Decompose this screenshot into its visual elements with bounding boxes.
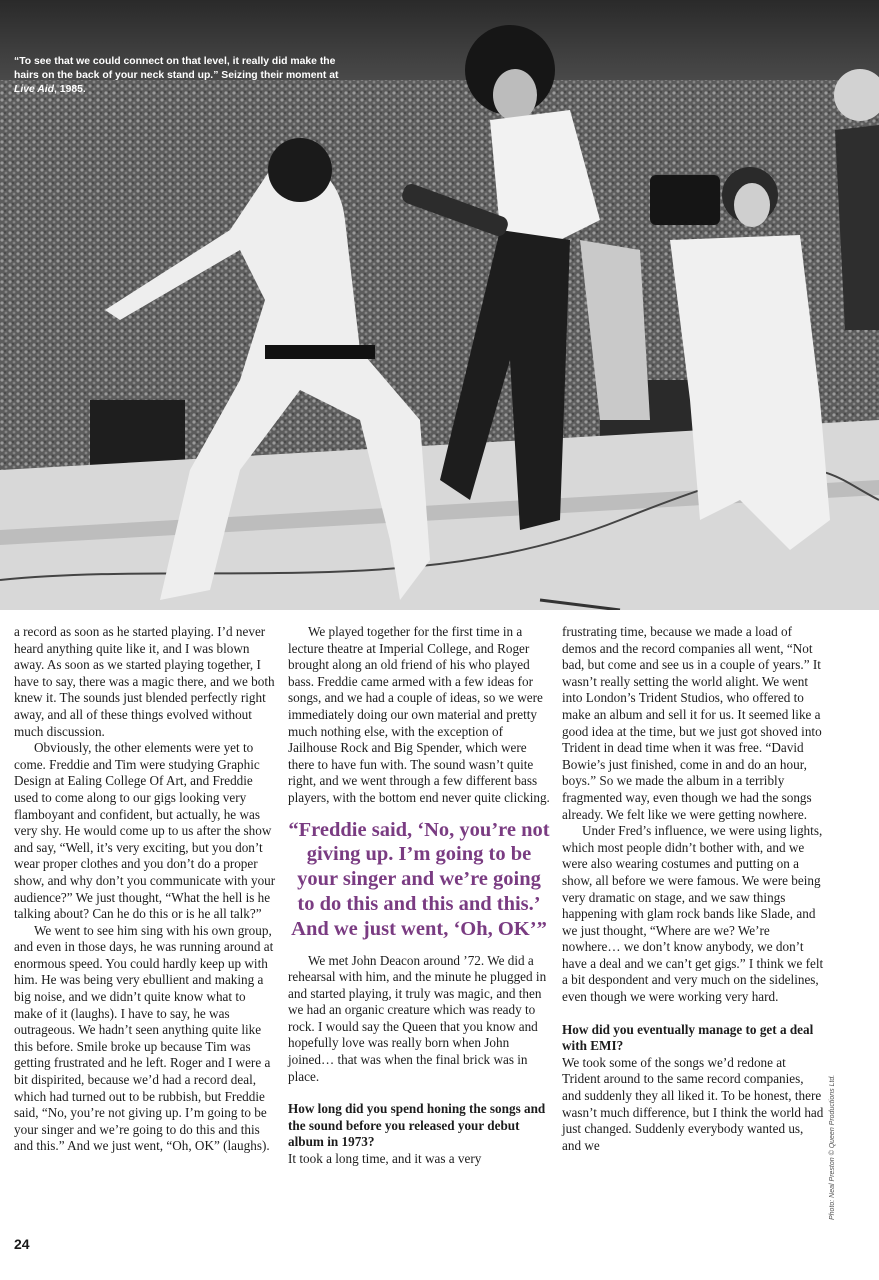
caption-year: , 1985.	[54, 84, 86, 95]
photo-caption	[14, 55, 344, 97]
pull-quote: “Freddie said, ‘No, you’re not giving up. I’m going to be your singer and we’re going to do this and this and this.’ And we just went, ‘Oh, OK’”	[288, 818, 550, 940]
body-paragraph: a record as soon as he started playing. I’d never heard anything quite like it, and I was blown away. As soon as we started playing together, I have to say, there was a magic there, and we both knew it. The sounds just blended perfectly right away, and all of these things evolved without much discussion.	[14, 624, 275, 739]
interview-question: How did you eventually manage to get a deal with EMI?	[562, 1021, 814, 1054]
article-column-3	[562, 624, 824, 1154]
page-number: 24	[14, 1236, 30, 1252]
body-paragraph: Obviously, the other elements were yet to come. Freddie and Tim were studying Graphic Design at Ealing College Of Art, and Freddie used to come along to our gigs looking very flamboyant and confident, but actually, he was very shy. He would come up to us after the show and say, “Well, it’s very exciting, but you don’t wear proper clothes and you don’t do a proper show, and why don’t you communicate with your audience?” We just thought, “What the hell is he talking about? Can he do this or is he all talk?”	[14, 740, 276, 922]
hero-photo	[0, 0, 879, 610]
body-paragraph: It took a long time, and it was a very	[288, 1151, 482, 1167]
body-paragraph: frustrating time, because we made a load of demos and the record companies all went, “Not bad, but come and see us in a couple of years.” It wasn’t really setting the world alight. We went into London’s Trident Studios, who offered to make an album and sell it for us. It seemed like a good idea at the time, but we just got shoved into Trident in dead time when it was free. “David Bowie’s just finished, come in and do an hour, boys.” So we made the album in a terribly fragmented way, even though we had the songs already. We felt like we were getting nowhere.	[562, 624, 822, 822]
caption-event: Live Aid	[14, 84, 55, 95]
body-paragraph: We went to see him sing with his own group, and even in those days, he was running around at enormous speed. You could hardly keep up with him. He was being very ebullient and making a big noise, and we didn’t quite know what to make of it (laughs). I have to say, he was outrageous. We hadn’t seen anything quite like this before. Smile broke up because Tim was getting frustrated and he left. Roger and I were a bit dispirited, because we’d had a record deal, which had turned out to be rubbish, but Freddie said, “No, you’re not giving up. I’m going to be your singer and we’re going to do this and this and this.” And we just went, “Oh, OK” (laughs).	[14, 922, 274, 1154]
photo-credit: Photo: Neal Preston © Queen Productions Ltd.	[829, 1074, 836, 1220]
interview-question: How long did you spend honing the songs and the sound before you released your debut album in 1973?	[288, 1101, 546, 1150]
body-paragraph: We took some of the songs we’d redone at Trident around to the same record companies, and suddenly they all liked it. To be honest, there wasn’t much difference, but I think the world had just changed. Suddenly everybody wanted us, and we	[562, 1054, 824, 1153]
article-column-2	[288, 624, 550, 1168]
caption-lead: Seizing their moment at	[221, 70, 339, 81]
body-paragraph: Under Fred’s influence, we were using lights, which most people didn’t bother with, and we were also wearing costumes and putting on a show, all before we were famous. We were being very dramatic on stage, and we saw things happening with glam rock bands like Slade, and we just thought, “Where are we? We’re nowhere… we don’t know anybody, we don’t have a deal and we can’t get gigs.” I think we felt a bit despondent and very much on the sidelines, even though we were working very hard.	[562, 823, 824, 1005]
body-paragraph: We played together for the first time in a lecture theatre at Imperial College, and Roger brought along an old friend of his who played bass. Freddie came armed with a few ideas for songs, and we had a couple of ideas, so we were immediately doing our own material and pretty much nothing else, with the exception of Jailhouse Rock and Big Spender, which were there to have fun with. The sound wasn’t quite right, and we went through a few different bass players, with the bottom end never quite clicking.	[288, 624, 550, 805]
article-column-1	[14, 624, 276, 1155]
caption-quote: “To see that we could connect on that level, it really did make the hairs on the back of your neck stand up.”	[14, 56, 336, 81]
body-paragraph: We met John Deacon around ’72. We did a rehearsal with him, and the minute he plugged in and started playing, it truly was magic, and then we had an organic creature which was ready to rock. I would say the Queen that you know and hopefully love was really born when John joined… that was when the final brick was in place.	[288, 952, 547, 1084]
